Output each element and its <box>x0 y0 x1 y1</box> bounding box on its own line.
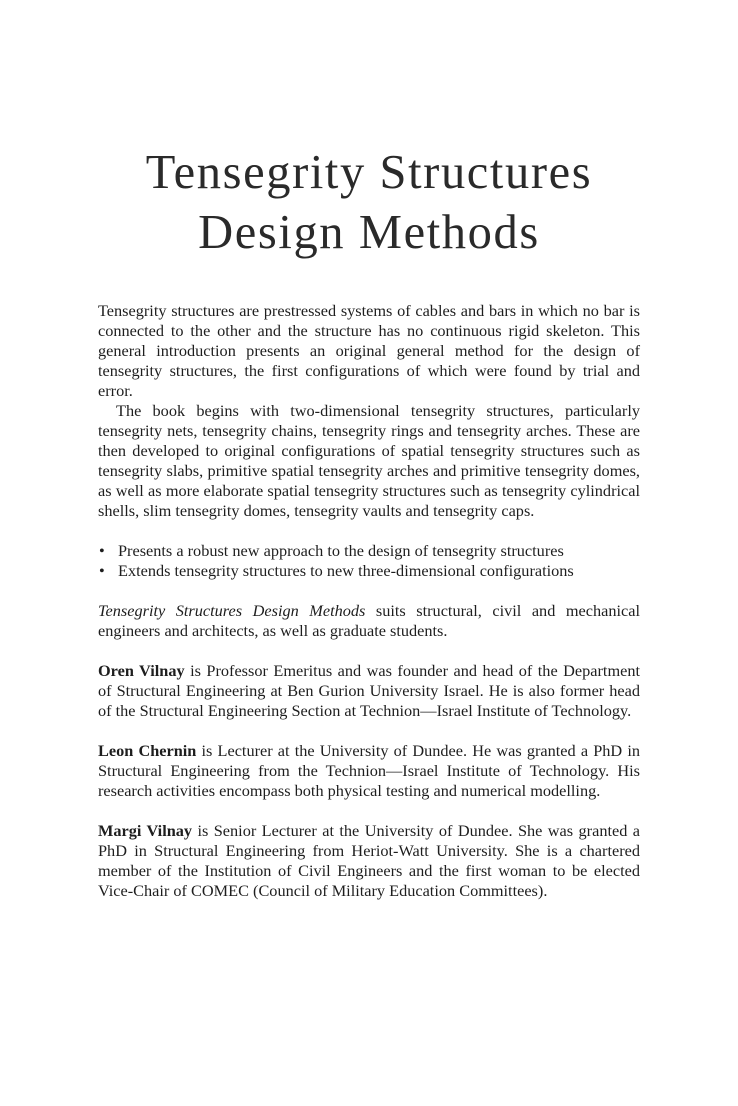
feature-list-item <box>98 561 640 581</box>
audience-text: suits structural, civil and mechanical engineers and architects, as well as graduate students. <box>98 601 640 640</box>
author-name: Leon Chernin <box>98 741 197 760</box>
spacer <box>98 801 640 821</box>
intro-paragraph: The book begins with two-dimensional tensegrity structures, particularly tensegrity nets, tensegrity chains, tensegrity rings and tensegrity arches. These are then developed to original configurations of spatial tensegrity structures such as tensegrity slabs, primitive spatial tensegrity arches and primitive tensegrity domes, as well as more elaborate spatial tensegrity structures such as tensegrity cylindrical shells, slim tensegrity domes, tensegrity vaults and tensegrity caps. <box>98 401 640 520</box>
audience-book-title: Tensegrity Structures Design Methods <box>98 601 366 620</box>
book-title-line-1: Tensegrity Structures <box>145 146 593 199</box>
spacer <box>98 721 640 741</box>
author-bio <box>98 741 640 801</box>
bullet-glyph: • <box>99 541 105 560</box>
author-bio-text: is Senior Lecturer at the University of Dundee. She was granted a PhD in Structural Engineering from Heriot-Watt University. She is a chartered member of the Institution of Civil Engineers and the first woman to be elected Vice-Chair of COMEC (Council of Military Education Committees). <box>98 821 640 900</box>
bullet-glyph: • <box>99 561 105 580</box>
blurb-body <box>98 301 640 901</box>
feature-list-item <box>98 541 640 561</box>
spacer <box>98 641 640 661</box>
feature-text: Presents a robust new approach to the design of tensegrity structures <box>118 541 564 560</box>
intro-paragraph: Tensegrity structures are prestressed systems of cables and bars in which no bar is connected to the other and the structure has no continuous rigid skeleton. This general introduction presents an original general method for the design of tensegrity structures, the first configurations of which were found by trial and error. <box>98 301 640 400</box>
audience-paragraph <box>98 601 640 641</box>
author-name: Oren Vilnay <box>98 661 185 680</box>
spacer <box>98 521 640 541</box>
author-bio-text: is Lecturer at the University of Dundee. He was granted a PhD in Structural Engineering from the Technion—Israel Institute of Technology. His research activities encompass both physical testing and numerical modelling. <box>98 741 640 800</box>
author-bio-text: is Professor Emeritus and was founder and head of the Department of Structural Engineering at Ben Gurion University Israel. He is also former head of the Structural Engineering Section at Technion—Israel Institute of Technology. <box>98 661 640 720</box>
book-title <box>58 143 680 263</box>
feature-list <box>98 541 640 581</box>
spacer <box>98 581 640 601</box>
feature-text: Extends tensegrity structures to new three-dimensional configurations <box>118 561 574 580</box>
author-bio <box>98 821 640 901</box>
author-name: Margi Vilnay <box>98 821 193 840</box>
book-title-line-2: Design Methods <box>198 206 540 259</box>
author-bio <box>98 661 640 721</box>
